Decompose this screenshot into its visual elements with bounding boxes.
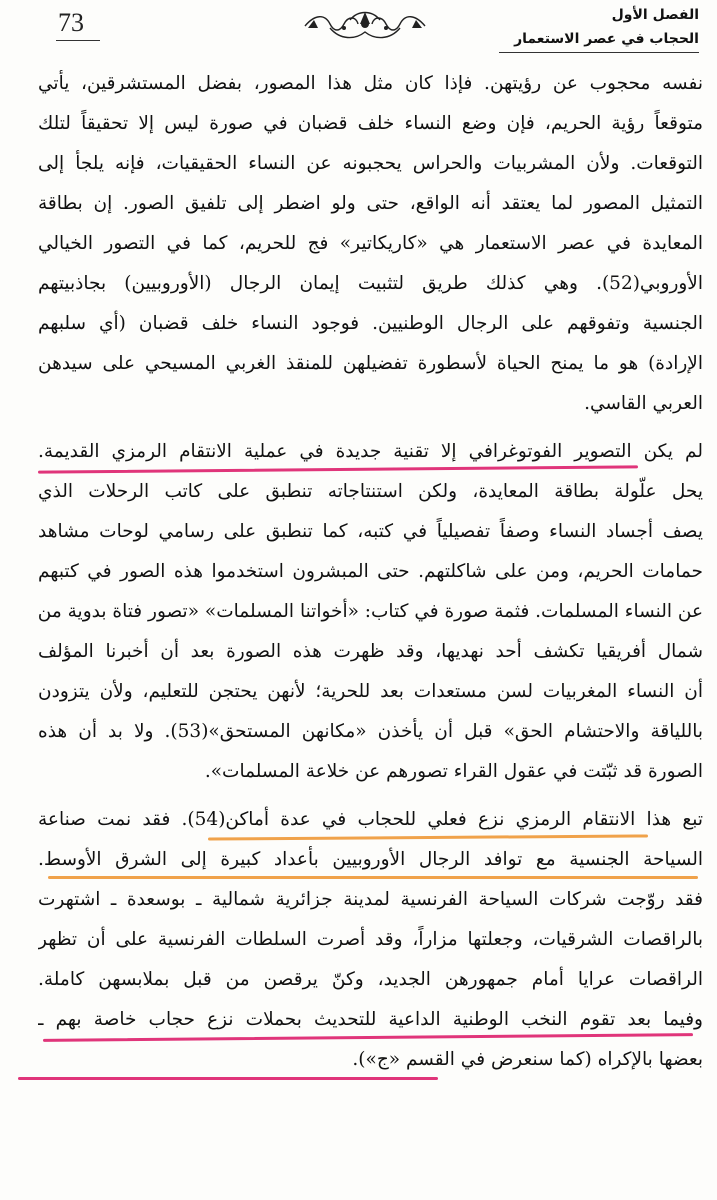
text-line: الأوروبي(52). وهي كذلك طريق لتثبيت إيمان الرجال (الأوروبيين) بجاذبيتهم	[38, 273, 703, 294]
text-line: المعايدة في عصر الاستعمار هي «كاريكاتير» فج للحريم، كما في التصور الخيالي	[38, 233, 703, 254]
text-line: حمامات الحريم، ومن على شاكلتهم. حتى المبشرون استخدموا هذه الصور في كتبهم	[38, 561, 703, 582]
page-header	[0, 0, 717, 60]
text-line: التمثيل المصور لما يعتقد أنه الواقع، حتى ولو اضطر إلى تلفيق الصور. إن بطاقة	[38, 193, 703, 214]
text-line: أن النساء المغربيات لسن مستعدات بعد للحرية؛ لأنهن يحتجن للتعليم، ولأن يتزودن	[38, 681, 703, 702]
chapter-title: الفصل الأول	[611, 7, 699, 23]
text-line: لم يكن التصوير الفوتوغرافي إلا تقنية جديدة في عملية الانتقام الرمزي القديمة.	[38, 441, 703, 462]
paragraph-2	[38, 432, 703, 792]
text-line: العربي القاسي.	[584, 393, 703, 414]
paragraph-3	[38, 800, 703, 1080]
paragraph-1	[38, 64, 703, 424]
text-line: الجنسية وتفوقهم على الرجال الوطنيين. فوجود النساء خلف قضبان (أي سلبهم	[38, 313, 703, 334]
text-line: باللياقة والاحتشام الحق» قبل أن يأخذن «مكانهن المستحق»(53). ولا بد أن هذه	[38, 721, 703, 742]
text-line: بالراقصات الشرقيات، وجعلتها مزاراً، وقد أصرت السلطات الفرنسية على أن تظهر	[38, 929, 703, 950]
body-text	[38, 64, 703, 1080]
decorative-ornament-icon	[300, 6, 430, 46]
text-line: متوقعاً رؤية الحريم، فإن وضع النساء خلف قضبان في صورة ليس إلا تحقيقاً لتلك	[38, 113, 703, 134]
text-line: التوقعات. ولأن المشربيات والحراس يحجبونه عن النساء الحقيقيات، فإنه يلجأ إلى	[38, 153, 703, 174]
text-line: تبع هذا الانتقام الرمزي نزع فعلي للحجاب في عدة أماكن(54). فقد نمت صناعة	[38, 809, 703, 830]
text-line: الصورة قد ثبّتت في عقول القراء تصورهم عن خلاعة المسلمات».	[204, 761, 703, 782]
page-number-underline	[56, 40, 100, 41]
text-line: الإرادة) هو ما يمنح الحياة لأسطورة تفضيلهن للمنقذ الغربي المسيحي على سيدهن	[38, 353, 703, 374]
text-line: يصف أجساد النساء وصفاً تفصيلياً في كتبه، كما تنطبق على رسامي لوحات مشاهد	[38, 521, 703, 542]
text-line: نفسه محجوب عن رؤيتهن. فإذا كان مثل هذا المصور، بفضل المستشرقين، يأتي	[38, 73, 703, 94]
text-line: فقد روّجت شركات السياحة الفرنسية لمدينة جزائرية شمالية ـ بوسعدة ـ اشتهرت	[38, 889, 703, 910]
section-title-underline	[499, 52, 699, 53]
text-line: وفيما بعد تقوم النخب الوطنية الداعية للتحديث بحملات نزع حجاب خاصة بهم ـ	[38, 1009, 703, 1030]
text-line: شمال أفريقيا تكشف أحد نهديها، وقد ظهرت هذه الصورة بعد أن أخبرنا المؤلف	[38, 641, 703, 662]
section-title: الحجاب في عصر الاستعمار	[514, 31, 699, 47]
page-number: 73	[58, 8, 84, 37]
text-line: عن النساء المسلمات. فثمة صورة في كتاب: «أخواتنا المسلمات» «تصور فتاة بدوية من	[38, 601, 703, 622]
highlight-underline	[18, 1077, 438, 1080]
highlight-underline	[48, 876, 698, 879]
text-line: يحل علّولة بطاقة المعايدة، ولكن استنتاجاته تنطبق على كاتب الرحلات الذي	[38, 481, 703, 502]
text-line: الراقصات عرايا أمام جمهورهن الجديد، وكنّ يرقصن من قبل بملابسهن كاملة.	[38, 969, 703, 990]
text-line: بعضها بالإكراه (كما سنعرض في القسم «ج»).	[352, 1049, 703, 1070]
text-line: السياحة الجنسية مع توافد الرجال الأوروبيين بأعداد كبيرة إلى الشرق الأوسط.	[38, 849, 703, 870]
